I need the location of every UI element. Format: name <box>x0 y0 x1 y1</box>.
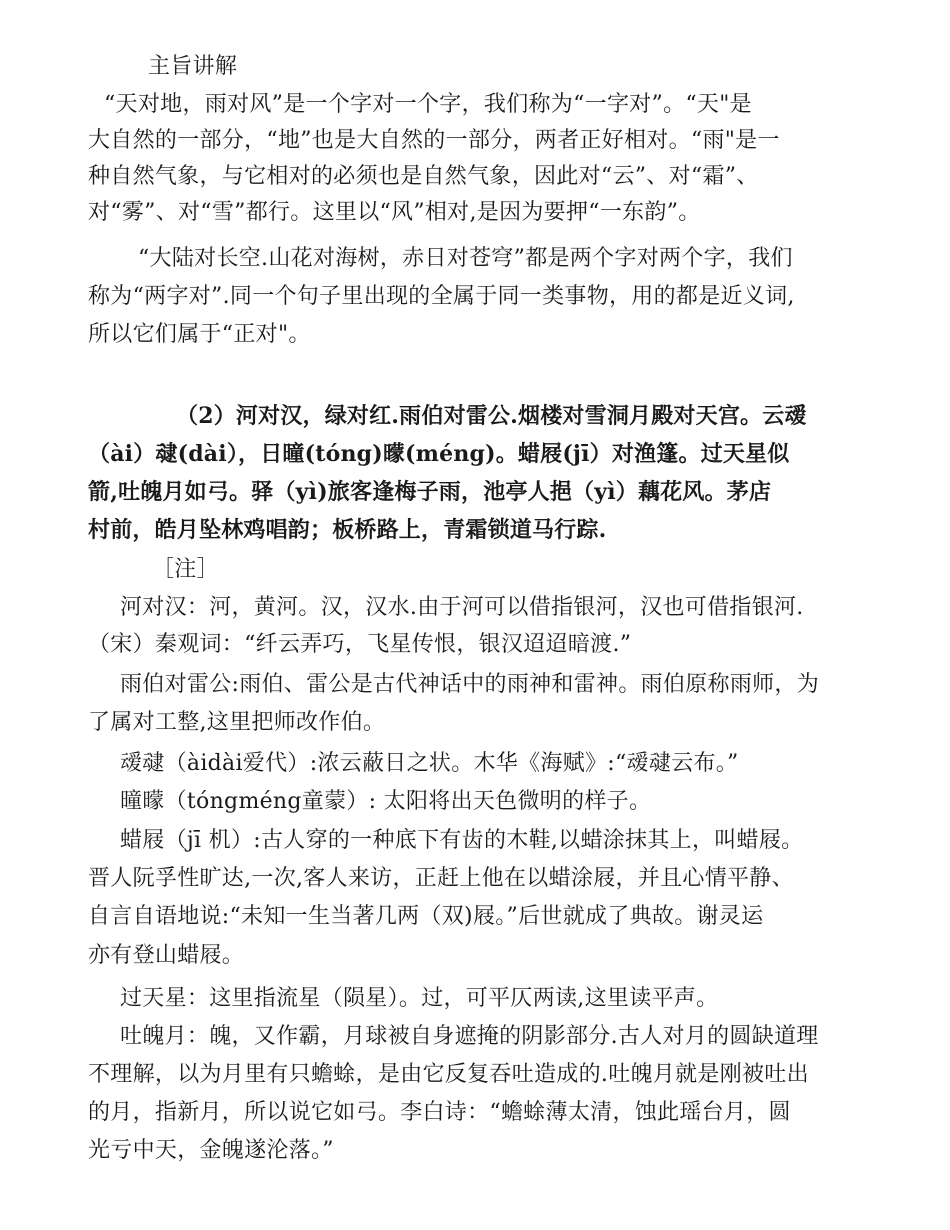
intro-line: 所以它们属于“正对"。 <box>88 322 311 347</box>
note-line: 不理解，以为月里有只蟾蜍，是由它反复吞吐造成的.吐魄月就是刚被吐出 <box>88 1062 809 1087</box>
note-line: 叆叇（àidài爱代）:浓云蔽日之状。木华《海赋》:“叆叇云布。” <box>120 751 739 776</box>
note-line: 晋人阮孚性旷达,一次,客人来访，正赶上他在以蜡涂屐，并且心情平静、 <box>88 866 794 891</box>
notes-label: ［注］ <box>152 557 219 582</box>
verse-line: 箭,吐魄月如弓。驿（yì)旅客逢梅子雨，池亭人挹（yì）藕花风。茅店 <box>88 479 772 505</box>
note-line: 蜡屐（jī 机）:古人穿的一种底下有齿的木鞋,以蜡涂抹其上，叫蜡屐。 <box>120 828 804 853</box>
intro-line: “大陆对长空.山花对海树，赤日对苍穹”都是两个字对两个字，我们 <box>138 246 793 271</box>
note-line: 自言自语地说:“未知一生当著几两（双)屐。”后世就成了典故。谢灵运 <box>88 904 764 929</box>
note-line: 吐魄月：魄，又作霸，月球被自身遮掩的阴影部分.古人对月的圆缺道理 <box>120 1024 819 1049</box>
intro-line: 称为“两字对”.同一个句子里出现的全属于同一类事物，用的都是近义词, <box>88 284 795 309</box>
intro-line: 对“雾”、对“雪”都行。这里以“风”相对,是因为要押“一东韵”。 <box>88 200 701 225</box>
note-line: 光亏中天，金魄遂沦落。” <box>88 1138 334 1163</box>
verse-line: （ài）叇(dài），日曈(tóng)曚(méng)。蜡屐(jī）对渔篷。过天星似 <box>88 441 790 467</box>
verse-line: （2）河对汉，绿对红.雨伯对雷公.烟楼对雪洞月殿对天宫。云叆 <box>176 403 807 429</box>
note-line: 亦有登山蜡屐。 <box>88 943 245 968</box>
intro-line: 大自然的一部分，“地”也是大自然的一部分，两者正好相对。“雨"是一 <box>88 128 780 153</box>
section-heading: 主旨讲解 <box>148 54 238 79</box>
note-line: 了属对工整,这里把师改作伯。 <box>88 710 386 735</box>
note-line: （宋）秦观词：“纤云弄巧，飞星传恨，银汉迢迢暗渡.” <box>88 632 632 657</box>
intro-line: 种自然气象，与它相对的必须也是自然气象，因此对“云”、对“霜”、 <box>88 164 759 189</box>
note-line: 曈曚（tóngméng童蒙）: 太阳将出天色微明的样子。 <box>120 789 652 814</box>
note-line: 河对汉：河，黄河。汉，汉水.由于河可以借指银河，汉也可借指银河. <box>120 595 804 620</box>
note-line: 的月，指新月，所以说它如弓。李白诗：“蟾蜍薄太清，蚀此瑶台月，圆 <box>88 1100 791 1125</box>
note-line: 过天星：这里指流星（陨星）。过，可平仄两读,这里读平声。 <box>120 986 719 1011</box>
verse-line: 村前，皓月坠林鸡唱韵；板桥路上，青霜锁道马行踪. <box>88 517 607 543</box>
note-line: 雨伯对雷公:雨伯、雷公是古代神话中的雨神和雷神。雨伯原称雨师，为 <box>120 672 820 697</box>
intro-line: “天对地，雨对风”是一个字对一个字，我们称为“一字对”。“天"是 <box>104 92 752 117</box>
